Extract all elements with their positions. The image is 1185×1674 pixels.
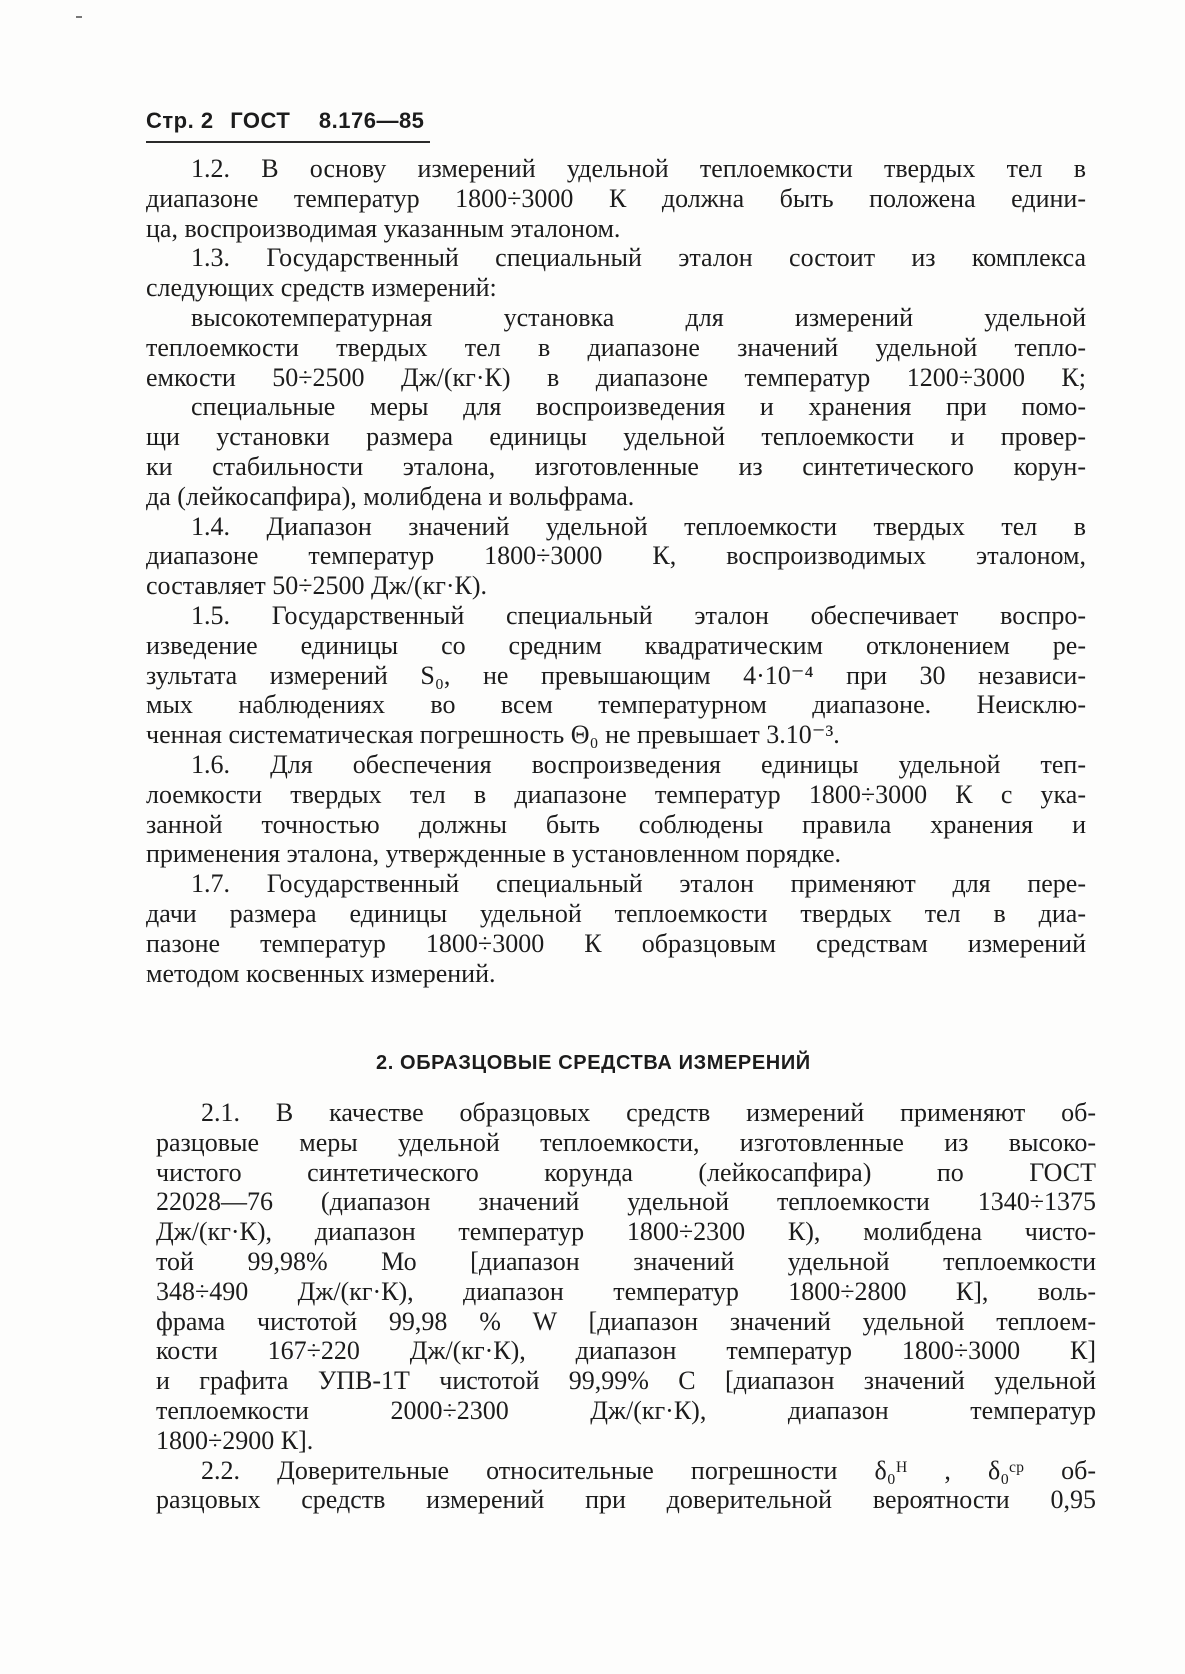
paragraph-line: 1.4. Диапазон значений удельной теплоемкости твердых тел в bbox=[191, 511, 1086, 541]
paragraph-line: пазоне температур 1800÷3000 К образцовым средствам измерений bbox=[146, 928, 1086, 958]
paragraph-line: специальные меры для воспроизведения и хранения при помо- bbox=[191, 392, 1086, 422]
paragraph-line: следующих средств измерений: bbox=[146, 273, 497, 303]
paragraph-line: кости 167÷220 Дж/(кг·К), диапазон температур 1800÷3000 К] bbox=[156, 1336, 1096, 1366]
paragraph-line: 1.5. Государственный специальный эталон обеспечивает воспро- bbox=[191, 600, 1086, 630]
paragraph-line: ки стабильности эталона, изготовленные из синтетического корун- bbox=[146, 451, 1086, 481]
paragraph-line: да (лейкосапфира), молибдена и вольфрама. bbox=[146, 481, 635, 511]
paragraph-line: 1.7. Государственный специальный эталон применяют для пере- bbox=[191, 869, 1086, 899]
section-2-body bbox=[156, 1098, 1096, 1515]
paragraph-line: ченная систематическая погрешность Θ₀ не превышает 3.10⁻³. bbox=[146, 720, 840, 750]
scan-speck bbox=[76, 16, 82, 18]
paragraph-line: 22028—76 (диапазон значений удельной теплоемкости 1340÷1375 bbox=[156, 1187, 1096, 1217]
paragraph-line: применения эталона, утвержденные в установленном порядке. bbox=[146, 839, 842, 869]
paragraph-line: разцовые меры удельной теплоемкости, изготовленные из высоко- bbox=[156, 1127, 1096, 1157]
paragraph-line: Дж/(кг·К), диапазон температур 1800÷2300 К), молибдена чисто- bbox=[156, 1217, 1096, 1247]
paragraph-line: фрама чистотой 99,98 % W [диапазон значений удельной теплоем- bbox=[156, 1306, 1096, 1336]
paragraph-line: высокотемпературная установка для измерений удельной bbox=[191, 302, 1086, 332]
paragraph-line: диапазоне температур 1800÷3000 К должна быть положена едини- bbox=[146, 183, 1086, 213]
paragraph-line: зультата измерений S₀, не превышающим 4·10⁻⁴ при 30 независи- bbox=[146, 660, 1086, 690]
page-number: Стр. 2 bbox=[146, 108, 214, 133]
paragraph-line: изведение единицы со средним квадратическим отклонением ре- bbox=[146, 630, 1086, 660]
section-1-body bbox=[146, 154, 1086, 988]
section-2-heading: 2. ОБРАЗЦОВЫЕ СРЕДСТВА ИЗМЕРЕНИЙ bbox=[376, 1052, 811, 1074]
paragraph-line: и графита УПВ-1Т чистотой 99,99% С [диапазон значений удельной bbox=[156, 1366, 1096, 1396]
paragraph-line: ца, воспроизводимая указанным эталоном. bbox=[146, 213, 621, 243]
document-number: 8.176—85 bbox=[318, 108, 425, 133]
paragraph-line: методом косвенных измерений. bbox=[146, 958, 496, 988]
paragraph-line: занной точностью должны быть соблюдены правила хранения и bbox=[146, 809, 1086, 839]
paragraph-line: 348÷490 Дж/(кг·К), диапазон температур 1800÷2800 К], воль- bbox=[156, 1276, 1096, 1306]
paragraph-line: мых наблюдениях во всем температурном диапазоне. Неисклю- bbox=[146, 690, 1086, 720]
paragraph-line: 1800÷2900 К]. bbox=[156, 1425, 314, 1455]
paragraph-line: 2.2. Доверительные относительные погрешности δ₀ᴴ , δ₀ᶜᵖ об- bbox=[201, 1455, 1096, 1485]
paragraph-line: 1.2. В основу измерений удельной теплоемкости твердых тел в bbox=[191, 154, 1086, 183]
gost-label: ГОСТ bbox=[230, 108, 291, 133]
paragraph-line: составляет 50÷2500 Дж/(кг·К). bbox=[146, 571, 488, 601]
paragraph-line: разцовых средств измерений при доверительной вероятности 0,95 bbox=[156, 1485, 1096, 1515]
paragraph-line: 1.6. Для обеспечения воспроизведения единицы удельной теп- bbox=[191, 749, 1086, 779]
paragraph-line: 2.1. В качестве образцовых средств измерений применяют об- bbox=[201, 1098, 1096, 1127]
paragraph-line: теплоемкости твердых тел в диапазоне значений удельной тепло- bbox=[146, 332, 1086, 362]
paragraph-line: 1.3. Государственный специальный эталон состоит из комплекса bbox=[191, 243, 1086, 273]
paragraph-line: дачи размера единицы удельной теплоемкости твердых тел в диа- bbox=[146, 898, 1086, 928]
paragraph-line: чистого синтетического корунда (лейкосапфира) по ГОСТ bbox=[156, 1157, 1096, 1187]
paragraph-line: той 99,98% Мо [диапазон значений удельной теплоемкости bbox=[156, 1246, 1096, 1276]
paragraph-line: емкости 50÷2500 Дж/(кг·К) в диапазоне температур 1200÷3000 К; bbox=[146, 362, 1086, 392]
paragraph-line: диапазоне температур 1800÷3000 К, воспроизводимых эталоном, bbox=[146, 541, 1086, 571]
header-rule bbox=[146, 141, 430, 143]
paragraph-line: теплоемкости 2000÷2300 Дж/(кг·К), диапазон температур bbox=[156, 1395, 1096, 1425]
page-header bbox=[146, 108, 424, 134]
paragraph-line: лоемкости твердых тел в диапазоне температур 1800÷3000 К с ука- bbox=[146, 779, 1086, 809]
paragraph-line: щи установки размера единицы удельной теплоемкости и провер- bbox=[146, 422, 1086, 452]
